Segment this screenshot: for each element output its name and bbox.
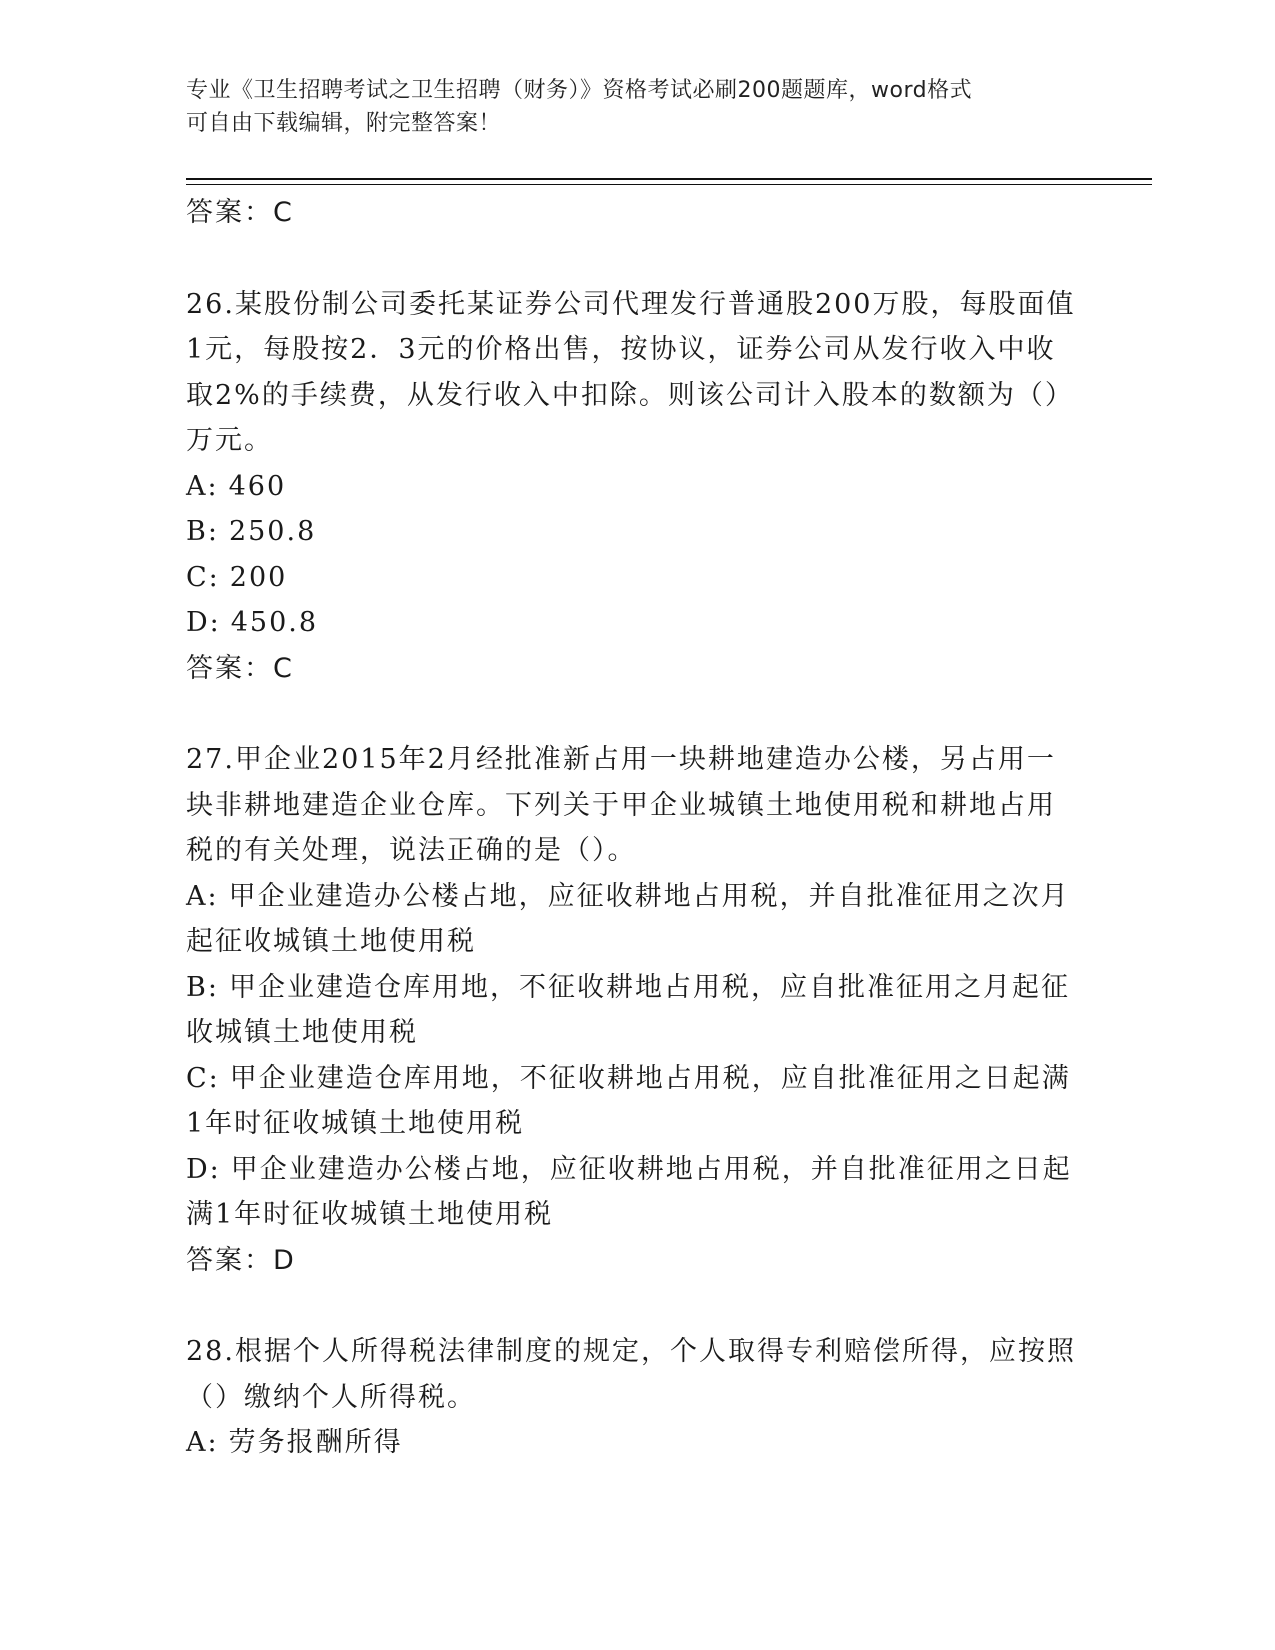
header-rule-thick xyxy=(186,178,1152,180)
option-d xyxy=(186,1147,1086,1193)
option-text: 甲企业建造仓库用地，不征收耕地占用税，应自批准征用之日起满 xyxy=(229,1062,1071,1094)
option-label: A: xyxy=(186,1427,219,1458)
answer-line: 答案：C xyxy=(186,197,294,228)
spacer xyxy=(186,691,1086,737)
option-a xyxy=(186,1420,1086,1466)
document-body xyxy=(186,190,1086,1466)
question-26 xyxy=(186,282,1086,692)
option-b xyxy=(186,965,1086,1011)
option-label: A: xyxy=(186,470,219,502)
option-label: A: xyxy=(186,880,219,912)
option-text: 250.8 xyxy=(228,516,317,547)
option-b-continued: 收城镇土地使用税 xyxy=(186,1017,418,1048)
question-stem-line: 1元，每股按2．3元的价格出售，按协议，证券公司从发行收入中收 xyxy=(186,334,1056,365)
question-stem-line: 取2%的手续费，从发行收入中扣除。则该公司计入股本的数额为（） xyxy=(186,379,1074,411)
option-text: 200 xyxy=(229,561,288,593)
option-d-continued: 满1年时征收城镇土地使用税 xyxy=(186,1199,554,1230)
question-stem-line: 28.根据个人所得税法律制度的规定，个人取得专利赔偿所得，应按照 xyxy=(186,1336,1076,1367)
question-stem-line: 万元。 xyxy=(186,425,273,456)
spacer xyxy=(186,1283,1086,1329)
option-text: 甲企业建造仓库用地，不征收耕地占用税，应自批准征用之月起征 xyxy=(228,971,1070,1003)
option-text: 甲企业建造办公楼占地，应征收耕地占用税，并自批准征用之次月 xyxy=(228,880,1070,912)
option-label: D: xyxy=(186,1153,221,1185)
option-label: D: xyxy=(186,607,221,638)
option-c xyxy=(186,555,1086,601)
option-a-continued: 起征收城镇土地使用税 xyxy=(186,926,476,957)
spacer xyxy=(186,236,1086,282)
question-stem-line: 27.甲企业2015年2月经批准新占用一块耕地建造办公楼，另占用一 xyxy=(186,744,1056,775)
question-stem-line: （）缴纳个人所得税。 xyxy=(186,1381,476,1413)
option-label: C: xyxy=(186,561,220,593)
option-text: 450.8 xyxy=(230,607,319,638)
header-line-1: 专业《卫生招聘考试之卫生招聘（财务）》资格考试必刷200题题库，word格式 xyxy=(186,78,973,103)
option-label: B: xyxy=(186,516,219,547)
question-stem-line: 26.某股份制公司委托某证券公司代理发行普通股200万股，每股面值 xyxy=(186,288,1076,320)
page-header xyxy=(186,74,1066,140)
question-stem-line: 块非耕地建造企业仓库。下列关于甲企业城镇土地使用税和耕地占用 xyxy=(186,789,1056,821)
option-text: 460 xyxy=(228,470,287,502)
option-label: B: xyxy=(186,971,219,1003)
option-c-continued: 1年时征收城镇土地使用税 xyxy=(186,1108,525,1139)
question-27 xyxy=(186,737,1086,1283)
answer-line: 答案：C xyxy=(186,652,294,684)
option-c xyxy=(186,1056,1086,1102)
option-text: 甲企业建造办公楼占地，应征收耕地占用税，并自批准征用之日起 xyxy=(230,1153,1072,1185)
option-label: C: xyxy=(186,1062,220,1094)
option-d xyxy=(186,600,1086,646)
question-28 xyxy=(186,1329,1086,1466)
header-rule-thin xyxy=(186,184,1152,185)
option-text: 劳务报酬所得 xyxy=(228,1427,403,1458)
question-stem-line: 税的有关处理，说法正确的是（）。 xyxy=(186,835,637,866)
header-line-2: 可自由下载编辑，附完整答案！ xyxy=(186,111,502,136)
option-a xyxy=(186,874,1086,920)
option-b xyxy=(186,509,1086,555)
answer-line: 答案：D xyxy=(186,1244,296,1276)
option-a xyxy=(186,464,1086,510)
